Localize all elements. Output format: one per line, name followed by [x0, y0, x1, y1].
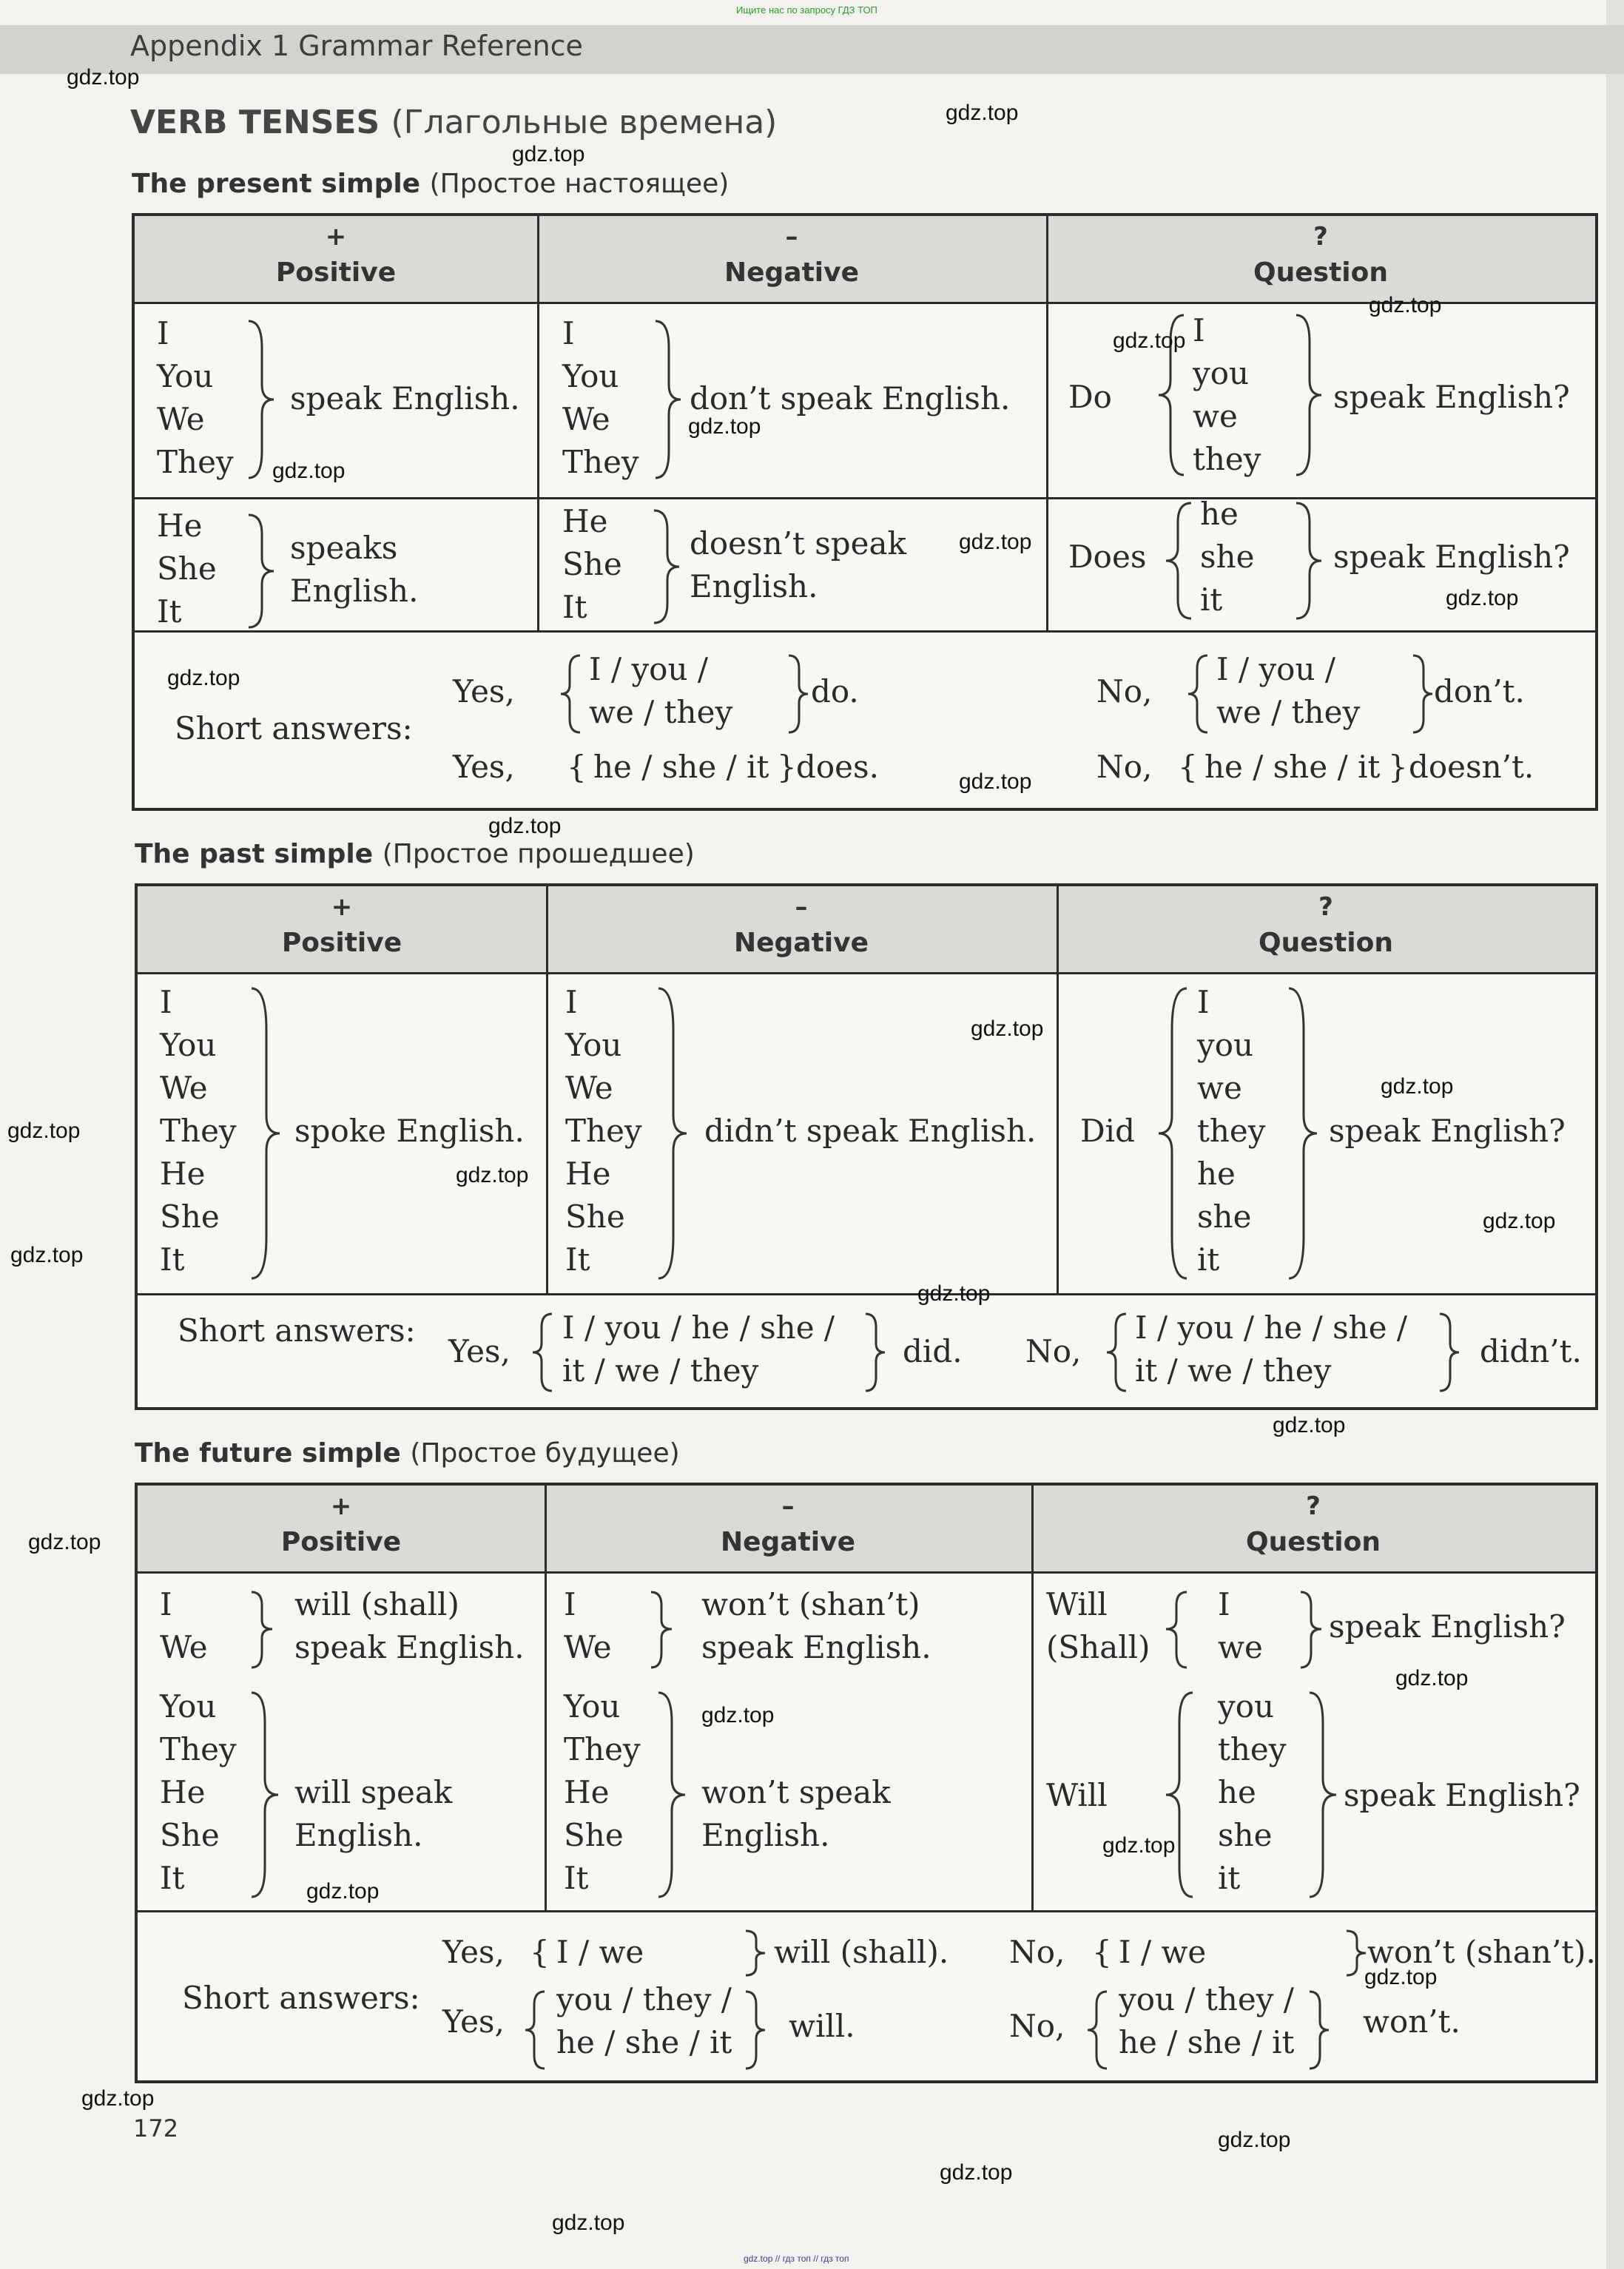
watermark: gdz.top [1483, 1209, 1556, 1233]
past-positive-header: Positive [281, 928, 402, 958]
future-neg-pronoun: She [564, 1817, 624, 1853]
future-neg-verb: won’t speak [701, 1774, 891, 1810]
left-brace-icon: { [1092, 1934, 1112, 1970]
past-neg-pronoun: They [565, 1113, 642, 1149]
present-sa-yes: Yes, [453, 749, 515, 785]
left-brace-icon [1156, 985, 1190, 1281]
right-brace-icon [863, 1311, 888, 1394]
future-neg-pronoun: He [564, 1774, 610, 1810]
watermark: gdz.top [81, 2086, 155, 2111]
right-brace-icon [656, 1690, 688, 1900]
past-pos-pronoun: I [160, 984, 172, 1020]
past-positive-symbol: + [331, 892, 353, 922]
watermark: gdz.top [10, 1243, 84, 1267]
past-question-header: Question [1259, 928, 1393, 958]
future-q-pronoun: he [1218, 1774, 1256, 1810]
present-negative-header: Negative [724, 257, 860, 288]
left-brace-icon [558, 653, 583, 735]
right-brace-icon [743, 1989, 768, 2071]
future-pos-pronoun: She [160, 1817, 220, 1853]
right-brace-icon [249, 985, 283, 1281]
right-brace-icon [1307, 1989, 1332, 2071]
present-positive-header: Positive [275, 257, 397, 288]
right-brace-icon [1410, 653, 1435, 735]
title-ru: (Глагольные времена) [391, 104, 778, 141]
present-pos-pronoun: He [157, 508, 203, 544]
future-negative-symbol: – [781, 1491, 795, 1521]
future-negative-header: Negative [720, 1527, 856, 1557]
present-q-aux: Does [1068, 539, 1147, 575]
present-q-verb: speak English? [1333, 539, 1570, 575]
future-question-symbol: ? [1306, 1491, 1321, 1521]
present-neg-verb: English. [690, 568, 818, 604]
future-sa-wont-shant: won’t (shan’t). [1367, 1934, 1596, 1970]
watermark: gdz.top [701, 1703, 775, 1727]
present-q-pronoun: they [1193, 441, 1261, 477]
future-positive-header: Positive [280, 1527, 402, 1557]
present-sa-yes: Yes, [453, 673, 515, 709]
right-brace-icon [246, 318, 277, 481]
watermark: gdz.top [1273, 1413, 1346, 1437]
future-sa-pron: I / we [1119, 1934, 1207, 1970]
present-q-pronoun: she [1200, 539, 1255, 575]
past-pos-pronoun: She [160, 1198, 220, 1235]
present-q-pronoun: it [1200, 581, 1223, 618]
watermark: gdz.top [1364, 1965, 1438, 1989]
present-sa-no: No, [1096, 749, 1153, 785]
future-sa-divider [138, 1910, 1595, 1912]
present-neg-verb: don’t speak English. [690, 380, 1011, 417]
future-pos-verb: will (shall) [294, 1586, 459, 1622]
future-sa-yes: Yes, [442, 1934, 505, 1970]
present-pos-pronoun: They [157, 444, 234, 480]
right-brace-icon [1286, 985, 1320, 1281]
past-sa-pron: it / we / they [1135, 1352, 1332, 1389]
future-short-answers-label: Short answers: [182, 1980, 420, 2016]
right-brace-icon [246, 512, 277, 630]
present-sa-divider [135, 630, 1595, 633]
past-q-pronoun: they [1197, 1113, 1266, 1149]
right-brace-icon [1307, 1690, 1339, 1900]
present-neg-pronoun: We [562, 401, 610, 437]
watermark: gdz.top [688, 414, 761, 439]
past-sa-didnt: didn’t. [1480, 1333, 1582, 1369]
past-question-symbol: ? [1318, 892, 1333, 922]
present-pos-pronoun: I [157, 315, 169, 351]
past-neg-pronoun: You [565, 1027, 622, 1063]
past-q-aux: Did [1080, 1113, 1135, 1149]
present-q-pronoun: he [1200, 496, 1239, 532]
left-brace-icon [522, 1989, 547, 2071]
watermark: gdz.top [946, 101, 1019, 125]
present-question-symbol: ? [1313, 222, 1328, 252]
left-brace-icon [1185, 653, 1210, 735]
present-sa-pron: I / you / [589, 651, 709, 687]
present-sa-pron: we / they [1216, 694, 1361, 730]
future-pos-pronoun: I [160, 1586, 172, 1622]
future-pos-verb: will speak [294, 1774, 453, 1810]
future-question-header: Question [1246, 1527, 1381, 1557]
future-pos-pronoun: It [160, 1860, 185, 1896]
future-q-aux: Will [1046, 1777, 1108, 1813]
present-sa-pron: he / she / it [593, 749, 769, 785]
future-q-pronoun: you [1218, 1688, 1275, 1724]
future-q-pronoun: they [1218, 1731, 1287, 1767]
future-sa-pron: I / we [556, 1934, 644, 1970]
top-note: Ищите нас по запросу ГДЗ ТОП [736, 4, 877, 16]
watermark: gdz.top [28, 1530, 101, 1554]
future-q-pronoun: she [1218, 1817, 1273, 1853]
future-sa-pron: you / they / [1119, 1981, 1294, 2017]
past-title: The past simple (Простое прошедшее) [135, 839, 695, 869]
past-q-verb: speak English? [1329, 1113, 1566, 1149]
present-negative-symbol: – [785, 222, 798, 252]
present-sa-do: do. [811, 673, 859, 709]
present-neg-pronoun: They [562, 444, 639, 480]
left-brace-icon [1163, 500, 1194, 621]
watermark: gdz.top [456, 1163, 529, 1187]
left-brace-icon [1085, 1989, 1110, 2071]
right-brace-icon [653, 318, 684, 481]
future-sa-wont: won’t. [1363, 2003, 1460, 2040]
present-positive-symbol: + [325, 222, 347, 252]
page-header: Appendix 1 Grammar Reference [130, 30, 583, 62]
present-pos-verb: English. [290, 573, 419, 609]
present-pos-verb: speak English. [290, 380, 520, 417]
watermark: gdz.top [1218, 2128, 1291, 2152]
future-sa-pron: he / she / it [1119, 2024, 1295, 2060]
present-title: The present simple (Простое настоящее) [132, 169, 730, 199]
page-title [130, 104, 777, 141]
left-brace-icon: { [567, 749, 587, 785]
title-bold: VERB TENSES [130, 104, 380, 141]
past-q-pronoun: you [1197, 1027, 1254, 1063]
future-pos-pronoun: We [160, 1629, 208, 1665]
watermark: gdz.top [488, 814, 562, 838]
watermark: gdz.top [67, 65, 140, 90]
past-neg-pronoun: He [565, 1156, 611, 1192]
present-neg-pronoun: It [562, 589, 587, 625]
future-sa-will-shall: will (shall). [774, 1934, 949, 1970]
future-title: The future simple (Простое будущее) [135, 1438, 680, 1469]
past-table [135, 883, 1598, 1410]
right-brace-icon [249, 1589, 275, 1670]
present-sa-pron: he / she / it [1204, 749, 1381, 785]
present-q-pronoun: I [1193, 312, 1205, 348]
present-row-divider [135, 497, 1595, 499]
present-sa-does: does. [796, 749, 879, 785]
past-pos-pronoun: You [160, 1027, 217, 1063]
present-neg-pronoun: She [562, 546, 622, 582]
past-sa-pron: it / we / they [562, 1352, 759, 1389]
past-pos-pronoun: We [160, 1070, 208, 1106]
future-q-pronoun: I [1218, 1586, 1230, 1622]
future-q-verb: speak English? [1344, 1777, 1580, 1813]
past-sa-no: No, [1025, 1333, 1082, 1369]
right-brace-icon: } [1388, 749, 1408, 785]
future-q-aux: (Shall) [1046, 1629, 1150, 1665]
left-brace-icon [1104, 1311, 1129, 1394]
future-sa-will: will. [789, 2008, 855, 2044]
watermark: gdz.top [1113, 328, 1186, 353]
right-brace-icon [1437, 1311, 1462, 1394]
watermark: gdz.top [7, 1119, 81, 1143]
right-brace-icon [656, 985, 690, 1281]
future-pos-verb: speak English. [294, 1629, 525, 1665]
past-short-answers-label: Short answers: [178, 1312, 416, 1349]
future-pos-pronoun: They [160, 1731, 237, 1767]
present-sa-dont: don’t. [1434, 673, 1525, 709]
past-neg-pronoun: It [565, 1241, 590, 1278]
watermark: gdz.top [512, 142, 585, 166]
future-sa-pron: you / they / [556, 1981, 732, 2017]
past-sa-pron: I / you / he / she / [562, 1309, 835, 1346]
future-pos-pronoun: You [160, 1688, 217, 1724]
future-neg-pronoun: They [564, 1731, 641, 1767]
future-sa-no: No, [1009, 2008, 1065, 2044]
past-q-pronoun: she [1197, 1198, 1252, 1235]
watermark: gdz.top [971, 1017, 1044, 1041]
right-brace-icon [651, 508, 682, 626]
watermark: gdz.top [306, 1879, 380, 1904]
future-positive-symbol: + [330, 1491, 352, 1521]
past-negative-symbol: – [795, 892, 808, 922]
bottom-note: gdz.top // гдз топ // гдз топ [744, 2253, 849, 2264]
present-q-verb: speak English? [1333, 379, 1570, 415]
past-q-pronoun: we [1197, 1070, 1242, 1106]
present-neg-pronoun: He [562, 503, 608, 539]
future-sa-yes: Yes, [442, 2003, 505, 2040]
watermark: gdz.top [167, 666, 240, 690]
past-neg-pronoun: She [565, 1198, 625, 1235]
right-brace-icon [743, 1928, 768, 1980]
right-brace-icon: } [777, 749, 797, 785]
present-sa-no: No, [1096, 673, 1153, 709]
left-brace-icon: { [1178, 749, 1198, 785]
present-pos-pronoun: We [157, 401, 205, 437]
left-brace-icon: { [530, 1934, 550, 1970]
left-brace-icon [530, 1311, 555, 1394]
present-q-pronoun: you [1193, 355, 1250, 391]
future-neg-pronoun: I [564, 1586, 576, 1622]
past-neg-pronoun: We [565, 1070, 613, 1106]
past-q-pronoun: he [1197, 1156, 1236, 1192]
watermark: gdz.top [1369, 293, 1442, 317]
present-neg-verb: doesn’t speak [690, 525, 906, 562]
watermark: gdz.top [917, 1281, 991, 1306]
future-q-verb: speak English? [1329, 1608, 1566, 1645]
past-sa-divider [138, 1293, 1595, 1295]
future-neg-pronoun: We [564, 1629, 612, 1665]
left-brace-icon [1163, 1690, 1196, 1900]
past-q-pronoun: it [1197, 1241, 1220, 1278]
watermark: gdz.top [959, 769, 1032, 794]
left-brace-icon [1163, 1589, 1190, 1670]
present-q-pronoun: we [1193, 398, 1238, 434]
watermark: gdz.top [1395, 1666, 1469, 1690]
right-brace-icon [1298, 1589, 1324, 1670]
past-pos-pronoun: He [160, 1156, 206, 1192]
present-sa-doesnt: doesn’t. [1409, 749, 1534, 785]
past-pos-pronoun: It [160, 1241, 185, 1278]
present-pos-pronoun: You [157, 358, 214, 394]
watermark: gdz.top [1102, 1833, 1176, 1858]
future-q-aux: Will [1046, 1586, 1108, 1622]
future-neg-pronoun: You [564, 1688, 621, 1724]
future-q-pronoun: we [1218, 1629, 1263, 1665]
page-edge [1606, 0, 1624, 2269]
watermark: gdz.top [1446, 586, 1519, 610]
watermark: gdz.top [959, 530, 1032, 554]
future-neg-verb: speak English. [701, 1629, 931, 1665]
present-sa-pron: we / they [589, 694, 733, 730]
future-neg-verb: won’t (shan’t) [701, 1586, 920, 1622]
present-pos-verb: speaks [290, 530, 398, 566]
present-pos-pronoun: It [157, 593, 182, 630]
past-neg-verb: didn’t speak English. [704, 1113, 1037, 1149]
right-brace-icon [249, 1690, 281, 1900]
present-pos-pronoun: She [157, 550, 217, 587]
watermark: gdz.top [1381, 1074, 1454, 1099]
past-pos-verb: spoke English. [294, 1113, 525, 1149]
right-brace-icon [786, 653, 811, 735]
present-short-answers-label: Short answers: [175, 710, 413, 746]
present-neg-pronoun: I [562, 315, 575, 351]
future-pos-pronoun: He [160, 1774, 206, 1810]
past-neg-pronoun: I [565, 984, 578, 1020]
present-neg-pronoun: You [562, 358, 619, 394]
future-q-pronoun: it [1218, 1860, 1241, 1896]
watermark: gdz.top [272, 459, 346, 483]
right-brace-icon [1293, 500, 1324, 621]
past-sa-pron: I / you / he / she / [1135, 1309, 1408, 1346]
present-sa-pron: I / you / [1216, 651, 1336, 687]
past-sa-yes: Yes, [448, 1333, 511, 1369]
past-pos-pronoun: They [160, 1113, 237, 1149]
right-brace-icon [648, 1589, 675, 1670]
future-neg-pronoun: It [564, 1860, 589, 1896]
future-sa-pron: he / she / it [556, 2024, 732, 2060]
future-pos-verb: English. [294, 1817, 423, 1853]
watermark: gdz.top [940, 2160, 1013, 2185]
watermark: gdz.top [552, 2211, 625, 2235]
past-sa-did: did. [903, 1333, 963, 1369]
present-q-aux: Do [1068, 379, 1112, 415]
past-negative-header: Negative [733, 928, 869, 958]
past-q-pronoun: I [1197, 984, 1210, 1020]
future-table [135, 1483, 1598, 2083]
future-neg-verb: English. [701, 1817, 830, 1853]
present-question-header: Question [1253, 257, 1388, 288]
future-sa-no: No, [1009, 1934, 1065, 1970]
right-brace-icon [1293, 312, 1324, 478]
page-number: 172 [133, 2114, 179, 2142]
